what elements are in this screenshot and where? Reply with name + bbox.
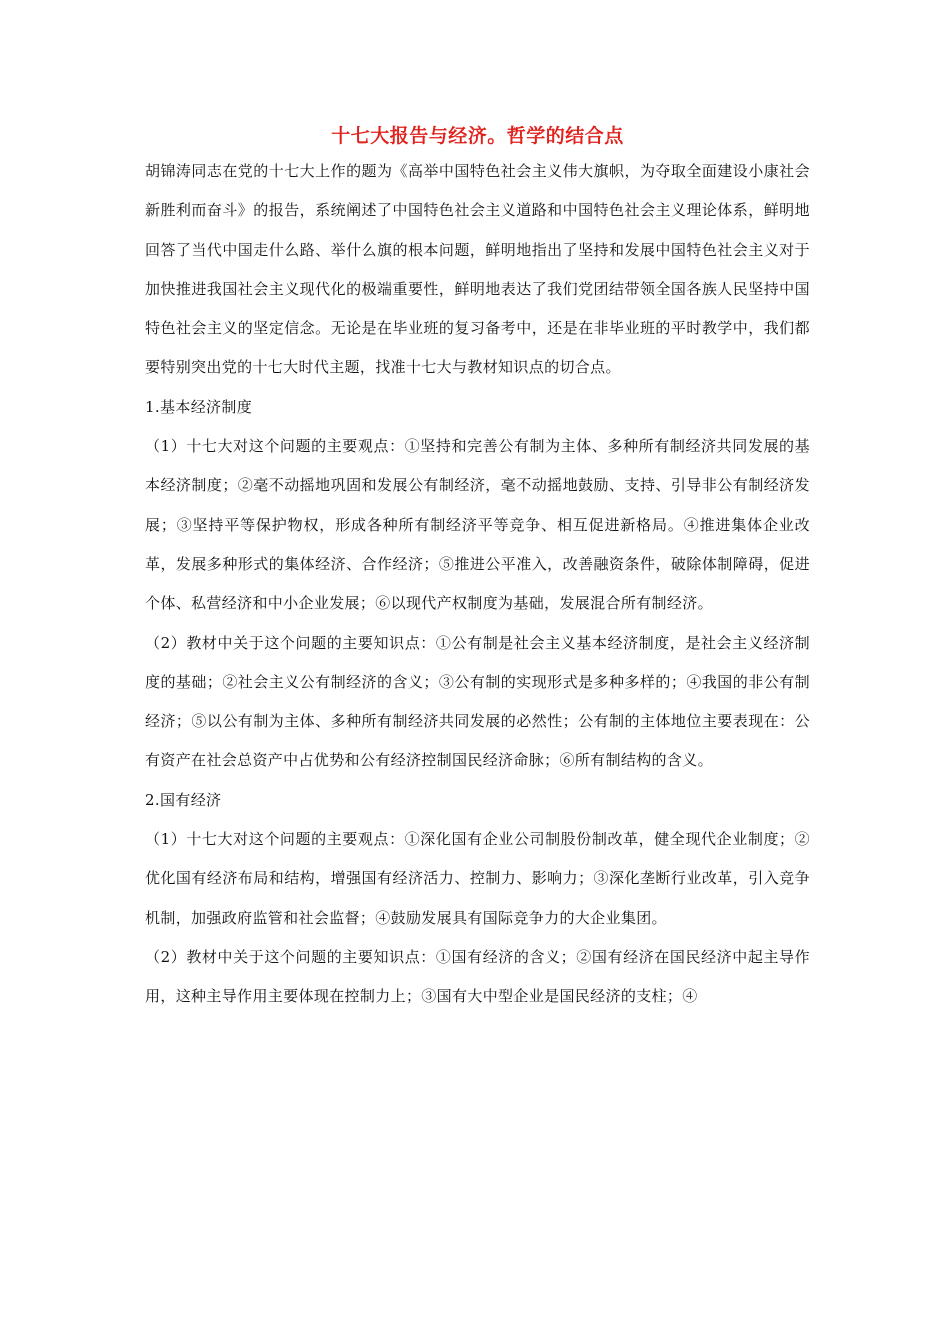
- section-heading-state-owned-economy: 2.国有经济: [145, 790, 222, 809]
- intro-paragraph: 胡锦涛同志在党的十七大上作的题为《高举中国特色社会主义伟大旗帜，为夺取全面建设小康社会新胜利而奋斗》的报告，系统阐述了中国特色社会主义道路和中国特色社会主义理论体系，鲜明地回答了当代中国走什么路、举什么旗的根本问题，鲜明地指出了坚持和发展中国特色社会主义对于加快推进我国社会主义现代化的极端重要性，鲜明地表达了我们党团结带领全国各族人民坚持中国特色社会主义的坚定信念。无论是在毕业班的复习备考中，还是在非毕业班的平时教学中，我们都要特别突出党的十七大时代主题，找准十七大与教材知识点的切合点。: [145, 162, 810, 377]
- section-heading-basic-economic-system: 1.基本经济制度: [145, 397, 253, 416]
- section-2-point-1: （1）十七大对这个问题的主要观点：①深化国有企业公司制股份制改革，健全现代企业制度；②优化国有经济布局和结构，增强国有经济活力、控制力、影响力；③深化垄断行业改革，引入竞争机制，加强政府监管和社会监督；④鼓励发展具有国际竞争力的大企业集团。: [145, 830, 810, 927]
- document-body: [145, 118, 810, 1017]
- section-2-point-2: （2）教材中关于这个问题的主要知识点：①国有经济的含义；②国有经济在国民经济中起主导作用，这种主导作用主要体现在控制力上；③国有大中型企业是国民经济的支柱；④: [145, 947, 810, 1006]
- document-title: 十七大报告与经济。哲学的结合点: [331, 125, 624, 147]
- section-1-point-1: （1）十七大对这个问题的主要观点：①坚持和完善公有制为主体、多种所有制经济共同发展的基本经济制度；②毫不动摇地巩固和发展公有制经济，毫不动摇地鼓励、支持、引导非公有制经济发展；③坚持平等保护物权，形成各种所有制经济平等竞争、相互促进新格局。④推进集体企业改革，发展多种形式的集体经济、合作经济；⑤推进公平准入，改善融资条件，破除体制障碍，促进个体、私营经济和中小企业发展；⑥以现代产权制度为基础，发展混合所有制经济。: [145, 437, 810, 613]
- section-1-point-2: （2）教材中关于这个问题的主要知识点：①公有制是社会主义基本经济制度，是社会主义经济制度的基础；②社会主义公有制经济的含义；③公有制的实现形式是多种多样的；④我国的非公有制经济；⑤以公有制为主体、多种所有制经济共同发展的必然性；公有制的主体地位主要表现在：公有资产在社会总资产中占优势和公有经济控制国民经济命脉；⑥所有制结构的含义。: [145, 633, 810, 770]
